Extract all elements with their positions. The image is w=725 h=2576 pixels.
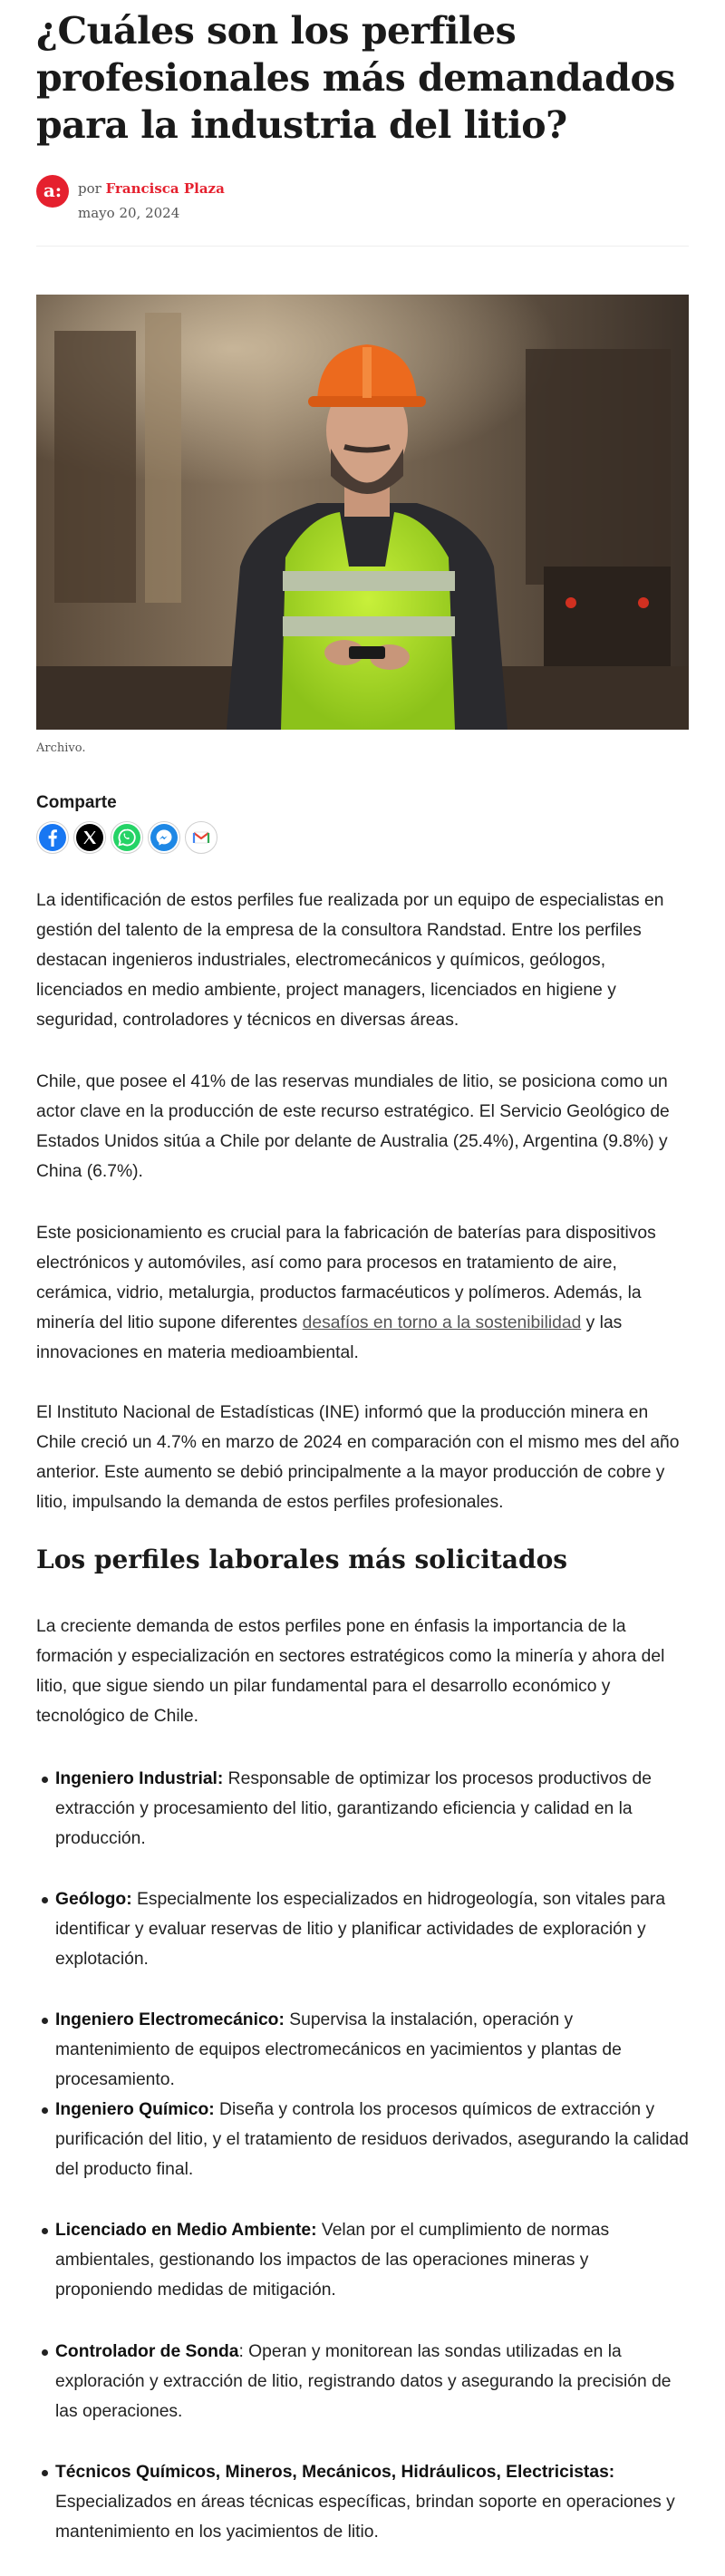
share-x-button[interactable] — [73, 821, 106, 854]
worker-hardhat-photo — [36, 295, 689, 730]
list-item-desc: Especializados en áreas técnicas específicas, brindan soporte en operaciones y mantenimiento en los yacimientos de litio. — [55, 2493, 675, 2542]
list-item-desc: Responsable de optimizar los procesos productivos de extracción y procesamiento del litio, garantizando eficiencia y calidad en la producción. — [55, 1769, 652, 1848]
body-paragraph-3-end: y las innovaciones en materia medioambiental. — [36, 1313, 623, 1362]
body-paragraph-1: La identificación de estos perfiles fue realizada por un equipo de especialistas en gestión del talento de la empresa de la consultora Randstad. Entre los perfiles destacan ingenieros industriales, electromecánicos y químicos, geólogos, licenciados en medio ambiente, project managers, licenciados en higiene y seguridad, controladores y técnicos en diversas áreas. — [36, 891, 664, 1030]
list-item-text — [55, 2005, 689, 2095]
photo-caption: Archivo. — [36, 741, 86, 755]
list-item-text — [55, 2215, 689, 2305]
section-heading: Los perfiles laborales más solicitados — [36, 1545, 568, 1574]
bullet — [42, 2107, 48, 2114]
list-item-term: Ingeniero Químico: — [55, 2100, 215, 2119]
list-item-text — [55, 1884, 689, 1974]
facebook-icon — [37, 822, 68, 853]
list-item-desc: : Operan y monitorean las sondas utilizadas en la exploración y extracción de litio, registrando datos y asegurando la precisión de las operaciones. — [55, 2342, 672, 2421]
bullet — [42, 2018, 48, 2024]
list-item-term: Ingeniero Electromecánico: — [55, 2010, 285, 2029]
list-item-desc: Supervisa la instalación, operación y mantenimiento de equipos electromecánicos en yacimientos y plantas de procesamiento. — [55, 2010, 622, 2089]
publish-date: mayo 20, 2024 — [78, 205, 180, 221]
list-item-text — [55, 1764, 689, 1854]
list-item-desc: Especialmente los especializados en hidrogeología, son vitales para identificar y evaluar reservas de litio y planificar actividades de exploración y explotación. — [55, 1890, 666, 1969]
body-paragraph-3 — [36, 1218, 689, 1368]
share-gmail-button[interactable] — [185, 821, 218, 854]
bullet — [42, 2349, 48, 2356]
messenger-icon — [149, 822, 179, 853]
list-item-text — [55, 2337, 689, 2426]
list-item-term: Ingeniero Industrial: — [55, 1769, 224, 1788]
share-whatsapp-button[interactable] — [111, 821, 143, 854]
author-link[interactable]: Francisca Plaza — [105, 180, 225, 197]
list-item-term: Controlador de Sonda — [55, 2342, 239, 2361]
byline-prefix: por — [78, 180, 102, 197]
list-item-term: Geólogo: — [55, 1890, 132, 1909]
byline-text — [78, 180, 225, 197]
list-item-text — [55, 2457, 689, 2547]
list-item-term: Licenciado en Medio Ambiente: — [55, 2221, 317, 2240]
list-item-desc: Diseña y controla los procesos químicos de extracción y purificación del litio, y el tratamiento de residuos derivados, asegurando la calidad del producto final. — [55, 2100, 689, 2179]
bullet — [42, 1777, 48, 1783]
divider — [36, 246, 689, 247]
article-title: ¿Cuáles son los perfiles profesionales más demandados para la industria del litio? — [36, 9, 675, 147]
x-icon — [74, 822, 105, 853]
bullet — [42, 1897, 48, 1903]
list-item-text — [55, 2095, 689, 2184]
byline — [36, 175, 689, 229]
body-paragraph-2: Chile, que posee el 41% de las reservas mundiales de litio, se posiciona como un actor clave en la producción de este recurso estratégico. El Servicio Geológico de Estados Unidos sitúa a Chile por delante de Australia (25.4%), Argentina (9.8%) y China (6.7%). — [36, 1072, 670, 1181]
bullet — [42, 2228, 48, 2234]
sostenibilidad-link[interactable]: desafíos en torno a la sostenibilidad — [302, 1313, 582, 1332]
list-item-desc: Velan por el cumplimiento de normas ambientales, gestionando los impactos de las operaciones mineras y proponiendo medidas de mitigación. — [55, 2221, 610, 2300]
author-avatar[interactable]: a: — [36, 175, 69, 208]
list-item-term: Técnicos Químicos, Mineros, Mecánicos, Hidráulicos, Electricistas: — [55, 2463, 615, 2482]
share-messenger-button[interactable] — [148, 821, 180, 854]
share-facebook-button[interactable] — [36, 821, 69, 854]
gmail-icon — [186, 822, 217, 853]
article-photo — [36, 295, 689, 730]
share-label: Comparte — [36, 793, 117, 812]
body-paragraph-3-start: Este posicionamiento es crucial para la fabricación de baterías para dispositivos electrónicos y automóviles, así como para procesos en tratamiento de aire, cerámica, vidrio, metalurgia, productos farmacéuticos y polímeros. Además, la minería del litio supone diferentes — [36, 1224, 656, 1332]
body-paragraph-4: El Instituto Nacional de Estadísticas (INE) informó que la producción minera en Chile creció un 4.7% en marzo de 2024 en comparación con el mismo mes del año anterior. Este aumento se debió principalmente a la mayor producción de cobre y litio, impulsando la demanda de estos perfiles profesionales. — [36, 1403, 680, 1512]
bullet — [42, 2470, 48, 2476]
whatsapp-icon — [111, 822, 142, 853]
body-paragraph-5: La creciente demanda de estos perfiles pone en énfasis la importancia de la formación y especialización en sectores estratégicos como la minería y ahora del litio, que sigue siendo un pilar fundamental para el desarrollo económico y tecnológico de Chile. — [36, 1617, 665, 1726]
